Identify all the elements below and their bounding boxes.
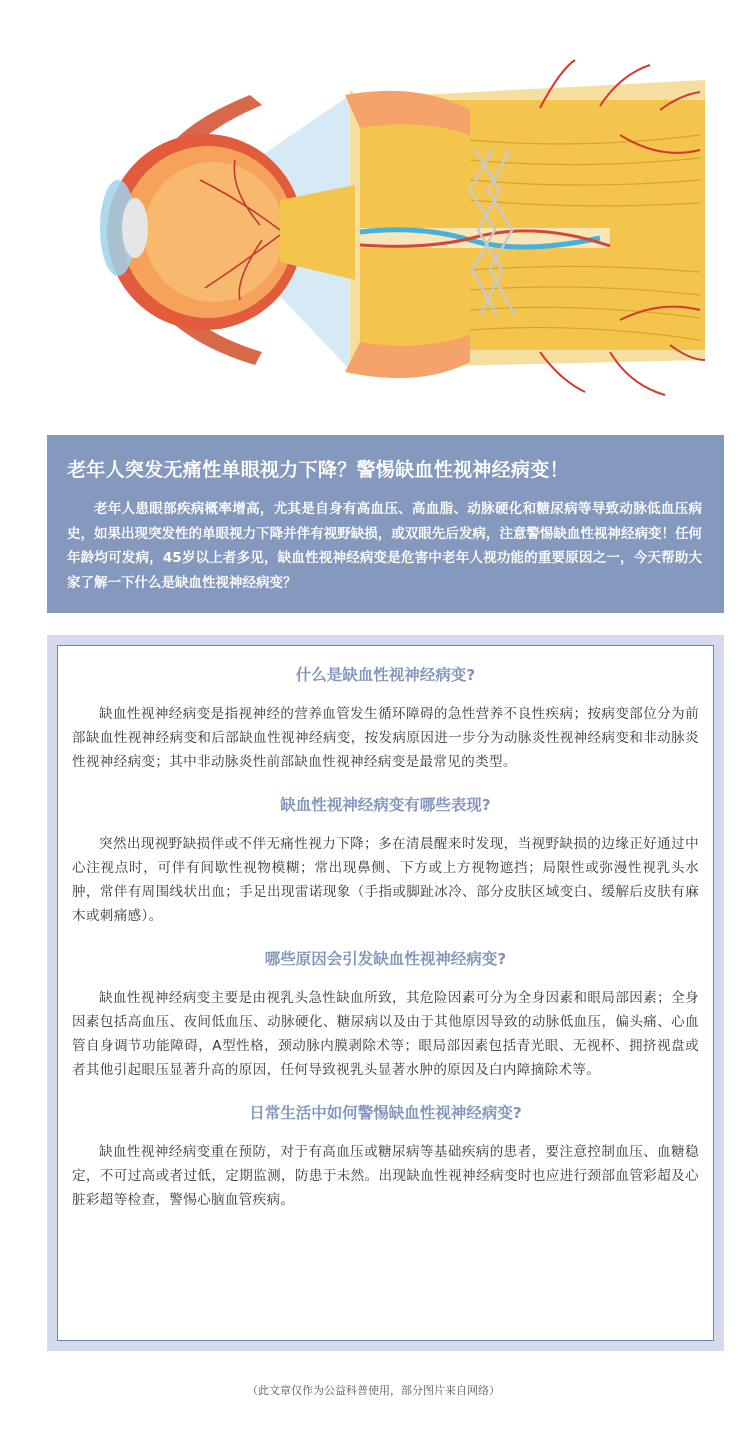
section-title: 日常生活中如何警惕缺血性视神经病变? (249, 1104, 522, 1122)
section-causes (72, 948, 699, 1082)
article-card (47, 635, 724, 1351)
eye-anatomy-image (0, 0, 747, 420)
section-title: 哪些原因会引发缺血性视神经病变? (264, 950, 507, 968)
section-paragraph: 缺血性视神经病变重在预防，对于有高血压或糖尿病等基础疾病的患者，要注意控制血压、血糖稳定，不可过高或者过低，定期监测，防患于未然。出现缺血性视神经病变时也应进行颈部血管彩超及心脏彩超等检查，警惕心脑血管疾病。 (72, 1144, 699, 1208)
article-body (57, 645, 714, 1341)
eye-optic-nerve-illustration (0, 0, 747, 420)
section-title: 什么是缺血性视神经病变? (295, 666, 476, 684)
intro-paragraph: 老年人患眼部疾病概率增高，尤其是自身有高血压、高血脂、动脉硬化和糖尿病等导致动脉低血压病史，如果出现突发性的单眼视力下降并伴有视野缺损，或双眼先后发病，注意警惕缺血性视神经病变！任何年龄均可发病，45岁以上者多见，缺血性视神经病变是危害中老年人视功能的重要原因之一，今天帮助大家了解一下什么是缺血性视神经病变？ (67, 501, 702, 591)
section-definition (72, 664, 699, 774)
section-title: 缺血性视神经病变有哪些表现? (280, 796, 491, 814)
section-paragraph: 缺血性视神经病变主要是由视乳头急性缺血所致，其危险因素可分为全身因素和眼局部因素；全身因素包括高血压、夜间低血压、动脉硬化、糖尿病以及由于其他原因导致的动脉低血压，偏头痛、心血管自身调节功能障碍，A型性格，颈动脉内膜剥除术等；眼局部因素包括青光眼、无视杯、拥挤视盘或者其他引起眼压显著升高的原因，任何导致视乳头显著水肿的原因及白内障摘除术等。 (72, 990, 699, 1078)
section-symptoms (72, 794, 699, 928)
footer-note: （此文章仅作为公益科普使用，部分图片来自网络） (247, 1384, 500, 1397)
optic-nerve-cross-section (345, 60, 705, 395)
section-paragraph: 突然出现视野缺损伴或不伴无痛性视力下降；多在清晨醒来时发现，当视野缺损的边缘正好通过中心注视点时，可伴有间歇性视物模糊；常出现鼻侧、下方或上方视物遮挡；局限性或弥漫性视乳头水肿，常伴有周围线状出血；手足出现雷诺现象（手指或脚趾冰冷、部分皮肤区域变白、缓解后皮肤有麻木或刺痛感）。 (72, 836, 699, 924)
page-title: 老年人突发无痛性单眼视力下降？警惕缺血性视神经病变！ (67, 459, 569, 481)
section-prevention (72, 1102, 699, 1212)
section-paragraph: 缺血性视神经病变是指视神经的营养血管发生循环障碍的急性营养不良性疾病；按病变部位分为前部缺血性视神经病变和后部缺血性视神经病变，按发病原因进一步分为动脉炎性视神经病变和非动脉炎性视神经病变；其中非动脉炎性前部缺血性视神经病变是最常见的类型。 (72, 706, 699, 770)
intro-banner (47, 435, 724, 613)
